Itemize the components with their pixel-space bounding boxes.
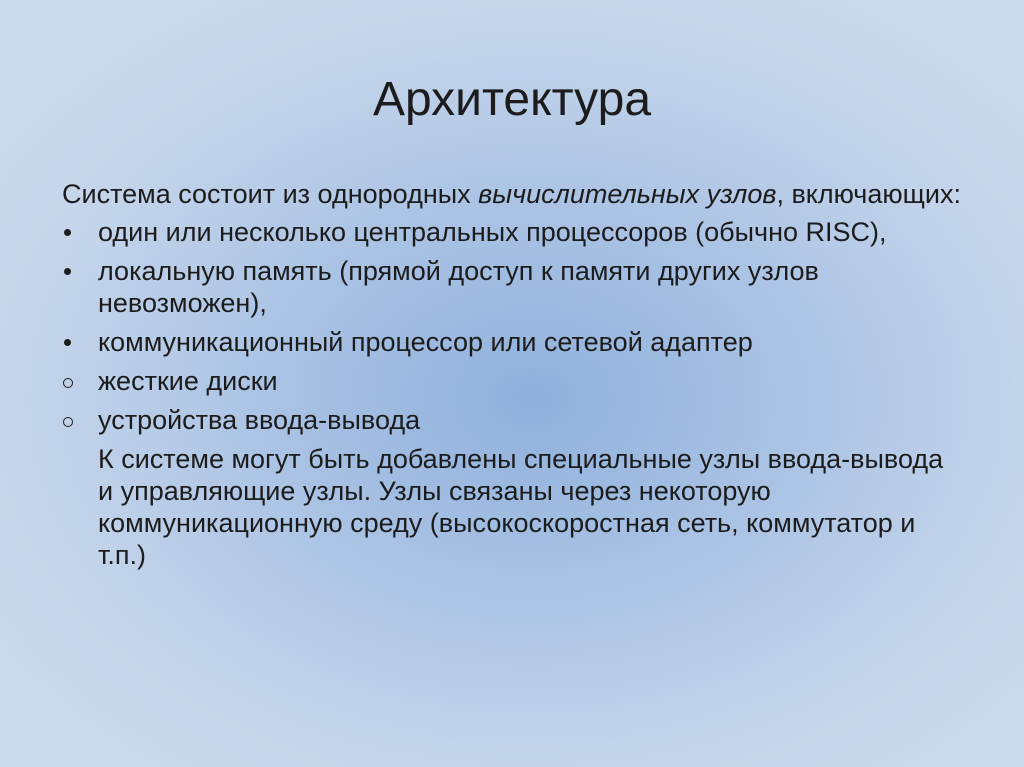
list-item-text: локальную память (прямой доступ к памяти других узлов невозможен), xyxy=(98,256,819,318)
list-item xyxy=(62,255,962,319)
list-item xyxy=(62,216,962,248)
list-item xyxy=(62,365,962,397)
list-item-text: коммуникационный процессор или сетевой адаптер xyxy=(98,327,753,357)
list-item-text: устройства ввода-вывода xyxy=(98,405,421,435)
slide-title: Архитектура xyxy=(372,73,652,126)
list-item-text: жесткие диски xyxy=(98,366,278,396)
intro-text: Система состоит из однородных xyxy=(62,179,479,209)
list-item xyxy=(62,404,962,436)
note-paragraph: К системе могут быть добавлены специальные узлы ввода-вывода и управляющие узлы. Узлы связаны через некоторую коммуникационную среду (высокоскоростная сеть, коммутатор и т.п.) xyxy=(98,444,944,570)
intro-emphasis: вычислительных узлов xyxy=(478,179,777,209)
slide-body xyxy=(62,178,962,571)
list-item xyxy=(62,326,962,358)
intro-text-end: , включающих: xyxy=(776,179,961,209)
intro-paragraph xyxy=(62,178,962,210)
list-item-text: один или несколько центральных процессоров (обычно RISC), xyxy=(98,217,887,247)
